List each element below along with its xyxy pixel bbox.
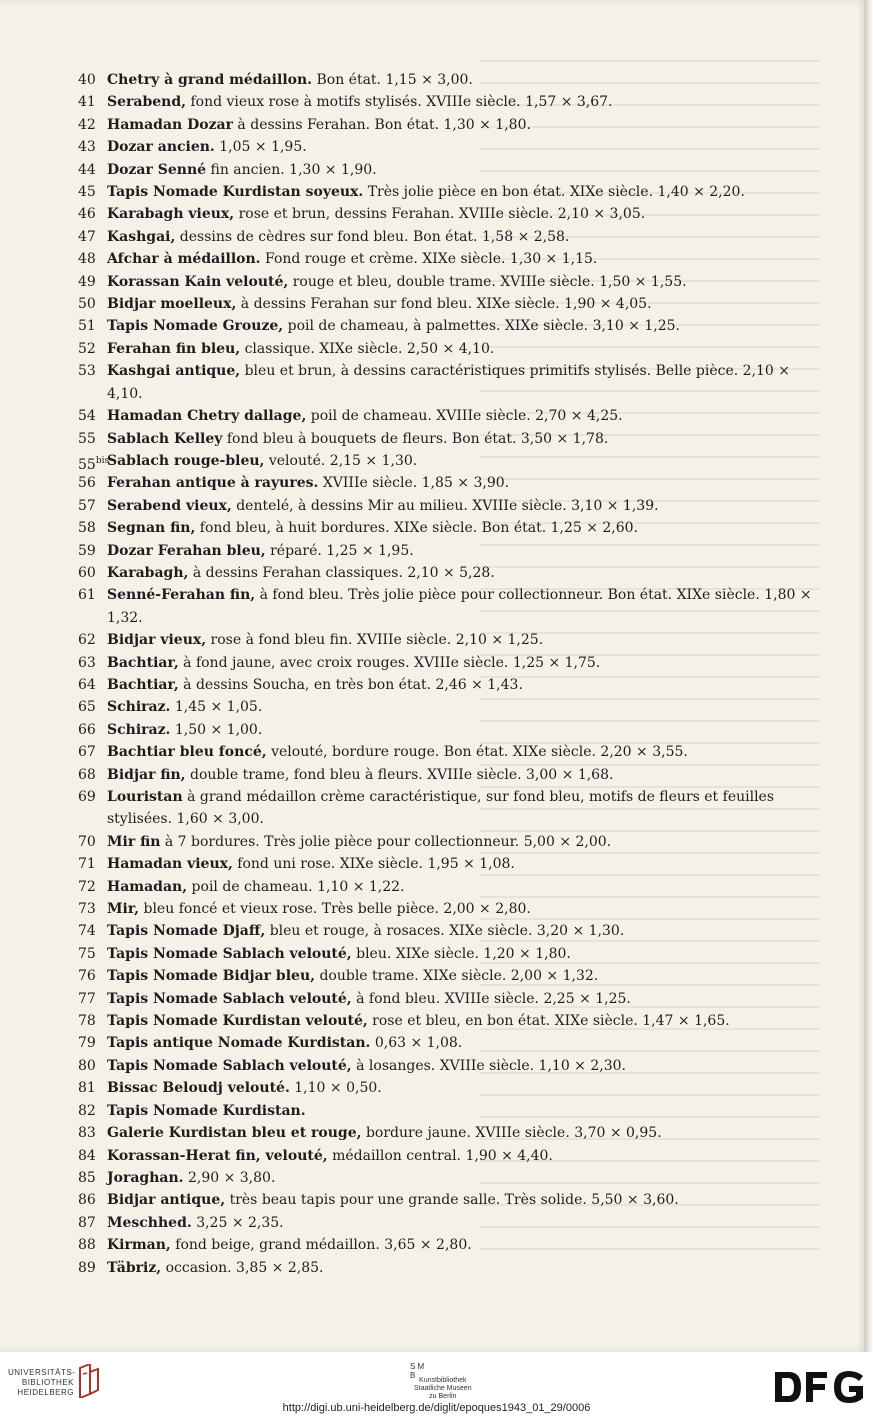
entry-number bbox=[78, 428, 96, 450]
entry-number bbox=[78, 674, 96, 696]
catalog-entry bbox=[78, 562, 826, 584]
entry-number bbox=[78, 360, 96, 382]
entry-number bbox=[78, 69, 96, 91]
entry-title: Ferahan antique à rayures. bbox=[107, 475, 319, 492]
entry-number-value: 64 bbox=[78, 676, 96, 693]
catalog-entry bbox=[78, 1055, 826, 1077]
catalog-entry bbox=[78, 1100, 826, 1122]
catalog-entry bbox=[78, 540, 826, 562]
sm-line: B bbox=[410, 1371, 416, 1380]
entry-number-value: 62 bbox=[78, 632, 96, 649]
entry-number-value: 51 bbox=[78, 318, 96, 335]
entry-title: Kashgai, bbox=[107, 228, 176, 245]
entry-number-value: 50 bbox=[78, 296, 96, 313]
entry-title: Bachtiar, bbox=[107, 654, 179, 671]
entry-number-value: 60 bbox=[78, 564, 96, 581]
entry-number-value: 65 bbox=[78, 699, 96, 716]
entry-description: fin ancien. 1,30 × 1,90. bbox=[206, 161, 377, 178]
catalog-entry bbox=[78, 1189, 826, 1211]
entry-title: Kashgai antique, bbox=[107, 363, 241, 380]
entry-description: bleu foncé et vieux rose. Très belle pièce. 2,00 × 2,80. bbox=[139, 901, 531, 918]
entry-description: poil de chameau, à palmettes. XIXe siècle. 3,10 × 1,25. bbox=[283, 318, 680, 335]
entry-description: Très jolie pièce en bon état. XIXe siècle. 1,40 × 2,20. bbox=[363, 184, 745, 201]
entry-title: Tapis antique Nomade Kurdistan. bbox=[107, 1035, 371, 1052]
entry-description: rose et brun, dessins Ferahan. XVIIIe siècle. 2,10 × 3,05. bbox=[234, 206, 646, 223]
entry-number-value: 86 bbox=[78, 1192, 96, 1209]
entry-title: Hamadan Dozar bbox=[107, 116, 233, 133]
entry-number-value: 49 bbox=[78, 273, 96, 290]
entry-description: à dessins Ferahan. Bon état. 1,30 × 1,80. bbox=[232, 116, 531, 133]
catalog-entry bbox=[78, 1122, 826, 1144]
entry-number-value: 69 bbox=[78, 789, 96, 805]
entry-title: Schiraz. bbox=[107, 721, 171, 738]
entry-description: à fond jaune, avec croix rouges. XVIIIe siècle. 1,25 × 1,75. bbox=[178, 654, 601, 671]
entry-number-value: 88 bbox=[78, 1237, 96, 1254]
entry-description: velouté. 2,15 × 1,30. bbox=[264, 452, 418, 469]
university-line: BIBLIOTHEK bbox=[21, 1378, 74, 1387]
entry-number-value: 82 bbox=[78, 1102, 96, 1119]
entry-number bbox=[78, 1077, 96, 1099]
catalog-entry bbox=[78, 405, 826, 427]
entry-number-value: 71 bbox=[78, 856, 96, 873]
source-url-link[interactable]: http://digi.ub.uni-heidelberg.de/diglit/epoques1943_01_29/0006 bbox=[282, 1402, 591, 1414]
entry-title: Tapis Nomade Sablach velouté, bbox=[107, 1057, 352, 1074]
catalog-entry bbox=[78, 69, 826, 91]
entry-title: Dozar Senné bbox=[107, 161, 207, 178]
catalog-entry bbox=[78, 898, 826, 920]
entry-description: à dessins Soucha, en très bon état. 2,46 × 1,43. bbox=[178, 676, 523, 693]
entry-number bbox=[78, 1055, 96, 1077]
entry-title: Senné-Ferahan fin, bbox=[107, 587, 256, 604]
entry-number bbox=[78, 405, 96, 427]
kunstbibliothek-credit[interactable] bbox=[414, 1377, 472, 1401]
entry-title: Afchar à médaillon. bbox=[107, 251, 261, 268]
entry-number-value: 48 bbox=[78, 251, 96, 268]
entry-number-value: 70 bbox=[78, 833, 96, 850]
catalog-entry bbox=[78, 1257, 826, 1279]
entry-number-value: 74 bbox=[78, 923, 96, 940]
entry-title: Tapis Nomade Sablach velouté, bbox=[107, 945, 352, 962]
entry-number-value: 55 bbox=[78, 430, 96, 447]
catalog-entry bbox=[78, 495, 826, 517]
entry-description: à losanges. XVIIIe siècle. 1,10 × 2,30. bbox=[351, 1057, 626, 1074]
entry-number bbox=[78, 540, 96, 562]
entry-number bbox=[78, 853, 96, 875]
entry-number-value: 73 bbox=[78, 901, 96, 918]
entry-title: Dozar Ferahan bleu, bbox=[107, 542, 266, 559]
entry-number bbox=[78, 652, 96, 674]
entry-number bbox=[78, 338, 96, 360]
entry-number bbox=[78, 293, 96, 315]
entry-title: Täbriz, bbox=[107, 1259, 162, 1276]
sm-line: S M bbox=[410, 1362, 425, 1371]
university-line: HEIDELBERG bbox=[17, 1388, 74, 1397]
entry-title: Tapis Nomade Kurdistan. bbox=[107, 1102, 306, 1119]
entry-number-value: 85 bbox=[78, 1169, 96, 1186]
entry-number-value: 83 bbox=[78, 1125, 96, 1142]
entry-number-value: 75 bbox=[78, 945, 96, 962]
entry-number-value: 47 bbox=[78, 228, 96, 245]
entry-number bbox=[78, 315, 96, 337]
catalog-entry bbox=[78, 674, 826, 696]
catalog-entry bbox=[78, 1077, 826, 1099]
entry-title: Segnan fin, bbox=[107, 520, 196, 537]
entry-description: médaillon central. 1,90 × 4,40. bbox=[327, 1147, 553, 1164]
lib-line: zu Berlin bbox=[429, 1393, 457, 1400]
entry-number bbox=[78, 562, 96, 584]
catalog-entry bbox=[78, 91, 826, 113]
entry-number bbox=[78, 226, 96, 248]
entry-number-value: 81 bbox=[78, 1080, 96, 1097]
entry-number-value: 68 bbox=[78, 766, 96, 783]
entry-title: Bissac Beloudj velouté. bbox=[107, 1080, 290, 1097]
entry-description: 2,90 × 3,80. bbox=[183, 1169, 276, 1186]
entry-number-value: 53 bbox=[78, 363, 96, 380]
catalog-entry bbox=[78, 741, 826, 763]
entry-description: dessins de cèdres sur fond bleu. Bon état. 1,58 × 2,58. bbox=[175, 228, 570, 245]
entry-description: 3,25 × 2,35. bbox=[191, 1214, 284, 1231]
entry-description: fond vieux rose à motifs stylisés. XVIIIe siècle. 1,57 × 3,67. bbox=[186, 94, 613, 111]
entry-number bbox=[78, 1212, 96, 1234]
entry-number-value: 40 bbox=[78, 72, 96, 88]
entry-title: Karabagh vieux, bbox=[107, 206, 235, 223]
catalog-entry bbox=[78, 472, 826, 494]
entry-number bbox=[78, 920, 96, 942]
entry-title: Hamadan Chetry dallage, bbox=[107, 408, 307, 425]
entry-title: Schiraz. bbox=[107, 699, 171, 716]
entry-number bbox=[78, 181, 96, 203]
entry-number bbox=[78, 898, 96, 920]
entry-description: rose et bleu, en bon état. XIXe siècle. 1,47 × 1,65. bbox=[367, 1013, 730, 1030]
entry-description: à fond bleu. Très jolie pièce pour collectionneur. Bon état. XIXe siècle. 1,80 × 1,32. bbox=[107, 587, 812, 626]
catalog-entry bbox=[78, 920, 826, 942]
entry-title: Kirman, bbox=[107, 1237, 171, 1254]
entry-number-value: 59 bbox=[78, 542, 96, 559]
catalog-entry bbox=[78, 136, 826, 158]
entry-number bbox=[78, 1234, 96, 1256]
entry-number-value: 52 bbox=[78, 340, 96, 357]
entry-description: 1,50 × 1,00. bbox=[170, 721, 263, 738]
entry-title: Sablach rouge-bleu, bbox=[107, 452, 265, 469]
entry-description: à 7 bordures. Très jolie pièce pour collectionneur. 5,00 × 2,00. bbox=[160, 833, 612, 850]
entry-title: Hamadan vieux, bbox=[107, 856, 233, 873]
entry-number bbox=[78, 876, 96, 898]
entry-number bbox=[78, 248, 96, 270]
catalog-entry bbox=[78, 315, 826, 337]
entry-number bbox=[78, 1032, 96, 1054]
entry-number-value: 77 bbox=[78, 990, 96, 1007]
entry-title: Joraghan. bbox=[107, 1169, 184, 1186]
entry-description: à dessins Ferahan classiques. 2,10 × 5,28. bbox=[188, 564, 495, 581]
catalog-entry bbox=[78, 876, 826, 898]
entry-description: Fond rouge et crème. XIXe siècle. 1,30 × 1,15. bbox=[260, 251, 598, 268]
catalog-entry bbox=[78, 1145, 826, 1167]
entry-number-value: 72 bbox=[78, 878, 96, 895]
entry-number bbox=[78, 1167, 96, 1189]
entry-number bbox=[78, 696, 96, 718]
entry-number bbox=[78, 584, 96, 606]
catalog-entry bbox=[78, 965, 826, 987]
catalog-entry bbox=[78, 696, 826, 718]
entry-number-value: 78 bbox=[78, 1013, 96, 1030]
entry-title: Serabend, bbox=[107, 94, 187, 111]
entry-number bbox=[78, 1122, 96, 1144]
entry-number bbox=[78, 1189, 96, 1211]
catalog-entry bbox=[78, 853, 826, 875]
entry-description: à fond bleu. XVIIIe siècle. 2,25 × 1,25. bbox=[351, 990, 631, 1007]
catalog-entry bbox=[78, 181, 826, 203]
entry-description: dentelé, à dessins Mir au milieu. XVIIIe siècle. 3,10 × 1,39. bbox=[231, 497, 659, 514]
entry-number-value: 61 bbox=[78, 587, 96, 604]
entry-number-value: 87 bbox=[78, 1214, 96, 1231]
entry-title: Bachtiar bleu foncé, bbox=[107, 744, 267, 761]
catalog-entry bbox=[78, 988, 826, 1010]
entry-number bbox=[78, 831, 96, 853]
university-emblem-icon bbox=[78, 1364, 100, 1398]
catalog-entry bbox=[78, 271, 826, 293]
catalog-entry bbox=[78, 360, 826, 405]
entry-number-value: 63 bbox=[78, 654, 96, 671]
entry-number bbox=[78, 495, 96, 517]
lib-line: Staatliche Museen bbox=[414, 1385, 472, 1392]
entry-description: à grand médaillon crème caractéristique, sur fond bleu, motifs de fleurs et feuilles stylisées. 1,60 × 3,00. bbox=[107, 789, 775, 828]
entry-description: bleu et brun, à dessins caractéristiques primitifs stylisés. Belle pièce. 2,10 × 4,10. bbox=[107, 363, 791, 402]
entry-number-value: 43 bbox=[78, 139, 96, 156]
entry-description: classique. XIXe siècle. 2,50 × 4,10. bbox=[240, 340, 495, 357]
catalog-entry bbox=[78, 1032, 826, 1054]
dfg-logo[interactable] bbox=[775, 1370, 865, 1404]
catalog-entry bbox=[78, 1167, 826, 1189]
entry-title: Mir fin bbox=[107, 833, 161, 850]
catalog-entry bbox=[78, 450, 826, 472]
entry-number bbox=[78, 629, 96, 651]
entry-number bbox=[78, 1145, 96, 1167]
entry-number-value: 76 bbox=[78, 968, 96, 985]
entry-number-value: 45 bbox=[78, 184, 96, 201]
entry-number bbox=[78, 741, 96, 763]
entry-description: poil de chameau. 1,10 × 1,22. bbox=[187, 878, 405, 895]
entry-title: Mir, bbox=[107, 901, 140, 918]
entry-number bbox=[78, 1257, 96, 1279]
university-library-logo[interactable] bbox=[8, 1368, 100, 1398]
catalog-entry bbox=[78, 1212, 826, 1234]
entry-title: Korassan Kain velouté, bbox=[107, 273, 289, 290]
entry-title: Serabend vieux, bbox=[107, 497, 232, 514]
entry-title: Bachtiar, bbox=[107, 676, 179, 693]
entry-title: Ferahan fin bleu, bbox=[107, 340, 241, 357]
entry-number bbox=[78, 943, 96, 965]
entry-description: occasion. 3,85 × 2,85. bbox=[161, 1259, 324, 1276]
entry-number bbox=[78, 719, 96, 741]
entry-number bbox=[78, 91, 96, 113]
entry-title: Bidjar fin, bbox=[107, 766, 186, 783]
catalog-entry bbox=[78, 629, 826, 651]
entry-description: 1,05 × 1,95. bbox=[214, 139, 307, 156]
entry-description: rose à fond bleu fin. XVIIIe siècle. 2,10 × 1,25. bbox=[206, 632, 544, 649]
entry-description: fond uni rose. XIXe siècle. 1,95 × 1,08. bbox=[232, 856, 515, 873]
entry-description: velouté, bordure rouge. Bon état. XIXe siècle. 2,20 × 3,55. bbox=[266, 744, 688, 761]
catalog-entry bbox=[78, 428, 826, 450]
entry-title: Korassan-Herat fin, velouté, bbox=[107, 1147, 328, 1164]
catalog-entry bbox=[78, 114, 826, 136]
entry-description: réparé. 1,25 × 1,95. bbox=[265, 542, 414, 559]
entry-number bbox=[78, 114, 96, 136]
entry-description: 0,63 × 1,08. bbox=[370, 1035, 463, 1052]
entry-title: Meschhed. bbox=[107, 1214, 192, 1231]
entry-title: Tapis Nomade Grouze, bbox=[107, 318, 284, 335]
entry-description: rouge et bleu, double trame. XVIIIe siècle. 1,50 × 1,55. bbox=[288, 273, 687, 290]
entry-number bbox=[78, 1010, 96, 1032]
entry-title: Bidjar moelleux, bbox=[107, 296, 237, 313]
entry-description: double trame. XIXe siècle. 2,00 × 1,32. bbox=[315, 968, 599, 985]
entry-number-value: 54 bbox=[78, 408, 96, 425]
entry-number-value: 56 bbox=[78, 475, 96, 492]
entry-number-value: 89 bbox=[78, 1259, 96, 1276]
entry-description: fond bleu à bouquets de fleurs. Bon état. 3,50 × 1,78. bbox=[222, 430, 609, 447]
entry-title: Tapis Nomade Sablach velouté, bbox=[107, 990, 352, 1007]
entry-title: Hamadan, bbox=[107, 878, 188, 895]
entry-number bbox=[78, 786, 96, 808]
catalog-entry bbox=[78, 159, 826, 181]
catalog-entry bbox=[78, 517, 826, 539]
entry-description: 1,45 × 1,05. bbox=[170, 699, 263, 716]
entry-number-value: 58 bbox=[78, 520, 96, 537]
entry-description: fond bleu, à huit bordures. XIXe siècle. Bon état. 1,25 × 2,60. bbox=[195, 520, 639, 537]
lib-line: Kunstbibliothek bbox=[419, 1377, 467, 1384]
entry-title: Bidjar vieux, bbox=[107, 632, 207, 649]
entry-number bbox=[78, 271, 96, 293]
catalog-entry bbox=[78, 584, 826, 629]
catalog-entry bbox=[78, 831, 826, 853]
university-line: UNIVERSITÄTS- bbox=[8, 1368, 76, 1377]
entry-number bbox=[78, 1100, 96, 1122]
entry-number-value: 80 bbox=[78, 1057, 96, 1074]
entry-number bbox=[78, 472, 96, 494]
entry-number-value: 46 bbox=[78, 206, 96, 223]
entry-description: fond beige, grand médaillon. 3,65 × 2,80. bbox=[170, 1237, 472, 1254]
entry-number-value: 84 bbox=[78, 1147, 96, 1164]
entry-title: Sablach Kelley bbox=[107, 430, 223, 447]
catalog-entry bbox=[78, 652, 826, 674]
entry-number bbox=[78, 136, 96, 158]
entry-number bbox=[78, 965, 96, 987]
entry-title: Karabagh, bbox=[107, 564, 189, 581]
catalog-entry bbox=[78, 719, 826, 741]
catalog-entry bbox=[78, 248, 826, 270]
entry-description: 1,10 × 0,50. bbox=[289, 1080, 382, 1097]
entry-title: Tapis Nomade Bidjar bleu, bbox=[107, 968, 315, 985]
entry-title: Chetry à grand médaillon. bbox=[107, 72, 313, 88]
entry-number-value: 55 bbox=[78, 456, 96, 473]
entry-description: à dessins Ferahan sur fond bleu. XIXe siècle. 1,90 × 4,05. bbox=[236, 296, 652, 313]
entry-title: Tapis Nomade Djaff, bbox=[107, 923, 266, 940]
catalog-entry bbox=[78, 338, 826, 360]
entry-number bbox=[78, 517, 96, 539]
catalog-entry bbox=[78, 786, 826, 831]
entry-description: bordure jaune. XVIIIe siècle. 3,70 × 0,95. bbox=[361, 1125, 662, 1142]
entry-description: très beau tapis pour une grande salle. Très solide. 5,50 × 3,60. bbox=[225, 1192, 679, 1209]
catalog-entry bbox=[78, 226, 826, 248]
entry-description: Bon état. 1,15 × 3,00. bbox=[312, 72, 473, 88]
entry-description: double trame, fond bleu à fleurs. XVIIIe siècle. 3,00 × 1,68. bbox=[185, 766, 614, 783]
entry-number-value: 42 bbox=[78, 116, 96, 133]
catalog-entry bbox=[78, 764, 826, 786]
entry-number-value: 67 bbox=[78, 744, 96, 761]
entry-number bbox=[78, 159, 96, 181]
entry-title: Louristan bbox=[107, 789, 183, 805]
entry-number-suffix: bis bbox=[95, 455, 110, 466]
entry-title: Dozar ancien. bbox=[107, 139, 215, 156]
entry-number-value: 57 bbox=[78, 497, 96, 514]
entry-number-value: 41 bbox=[78, 94, 96, 111]
university-name bbox=[8, 1368, 74, 1398]
entry-number bbox=[78, 988, 96, 1010]
entry-description: poil de chameau. XVIIIe siècle. 2,70 × 4,25. bbox=[306, 408, 623, 425]
entry-number-value: 79 bbox=[78, 1035, 96, 1052]
catalog-entry bbox=[78, 1234, 826, 1256]
entry-description: XVIIIe siècle. 1,85 × 3,90. bbox=[318, 475, 510, 492]
entry-description: bleu. XIXe siècle. 1,20 × 1,80. bbox=[351, 945, 571, 962]
entry-description: bleu et rouge, à rosaces. XIXe siècle. 3,20 × 1,30. bbox=[265, 923, 625, 940]
entry-number-value: 44 bbox=[78, 161, 96, 178]
catalog-entry bbox=[78, 1010, 826, 1032]
entry-title: Bidjar antique, bbox=[107, 1192, 226, 1209]
entry-title: Tapis Nomade Kurdistan soyeux. bbox=[107, 184, 364, 201]
entry-number bbox=[78, 203, 96, 225]
catalog-entry bbox=[78, 293, 826, 315]
entry-title: Galerie Kurdistan bleu et rouge, bbox=[107, 1125, 362, 1142]
catalog-entry bbox=[78, 203, 826, 225]
entry-title: Tapis Nomade Kurdistan velouté, bbox=[107, 1013, 368, 1030]
entry-number-value: 66 bbox=[78, 721, 96, 738]
entry-number bbox=[78, 764, 96, 786]
catalog-entry bbox=[78, 943, 826, 965]
page-edge bbox=[864, 0, 873, 1352]
catalog-list bbox=[78, 69, 826, 1279]
